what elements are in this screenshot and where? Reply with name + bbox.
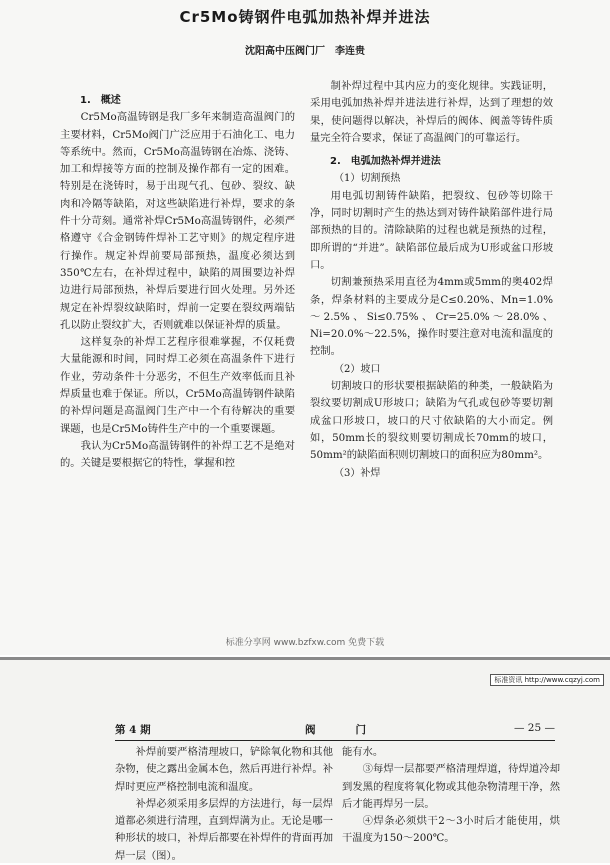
- left-column: [60, 92, 295, 473]
- subsection-heading: （2）坡口: [334, 363, 381, 375]
- page2-right-column: [342, 744, 560, 848]
- paragraph: 补焊必须采用多层焊的方法进行，每一层焊道都必须进行清理，直到焊满为止。无论是哪一种形状的坡口，补焊后都要在补焊件的背面再加焊一层（图）。: [115, 797, 333, 862]
- page-number: — 25 —: [513, 722, 555, 734]
- paragraph: ③每焊一层都要严格清理焊道，待焊道冷却到发黑的程度将氧化物或其他杂物清理干净，然后才能再焊另一层。: [342, 763, 560, 810]
- journal-name: 阀门: [305, 724, 406, 736]
- site-link-badge[interactable]: 标准资讯 http://www.cqzyj.com: [490, 674, 604, 686]
- subsection-heading: （3）补焊: [334, 467, 381, 479]
- paragraph: 能有水。: [342, 746, 384, 758]
- paragraph: Cr5Mo高温铸钢是我厂多年来制造高温阀门的主要材料，Cr5Mo阀门广泛应用于石油化工、电力等系统中。然而，Cr5Mo高温铸钢在冶炼、浇铸、加工和焊接等方面的控制及操作都有一定的困难。特别是在浇铸时，易于出现气孔、包砂、裂纹、缺肉和冷隔等缺陷，对这些缺陷进行补焊，要求的条件十分苛刻。通常补焊Cr5Mo高温铸钢件，必须严格遵守《合金钢铸件焊补工艺守则》的规定程序进行操作。规定补焊前要局部预热，温度必须达到350℃左右，在补焊过程中，缺陷的周围要边补焊边进行局部预热，补焊后要进行回火处理。另外还规定在补焊裂纹缺陷时，焊前一定要在裂纹两端钻孔以防止裂纹扩大，否则就难以保证补焊的质量。: [60, 111, 295, 331]
- paragraph: 补焊前要严格清理坡口，铲除氧化物和其他杂物，使之露出金属本色，然后再进行补焊。补焊时更应严格控制电流和温度。: [115, 746, 333, 793]
- running-header: [115, 720, 555, 741]
- paragraph: 我认为Cr5Mo高温铸钢件的补焊工艺不是绝对的。关键是要根据它的特性，掌握和控: [60, 439, 295, 470]
- issue-number: 第 4 期: [115, 724, 151, 736]
- watermark-footer: 标准分享网 www.bzfxw.com 免费下载: [225, 638, 385, 648]
- page-2: [0, 660, 610, 863]
- section-heading: 1. 概述: [80, 95, 121, 106]
- page2-left-column: [115, 744, 333, 865]
- paragraph: 用电弧切割铸件缺陷，把裂纹、包砂等切除干净，同时切割时产生的热达到对铸件缺陷部件进行局部预热的目的。清除缺陷的过程也就是预热的过程，即所谓的“并进”。缺陷部位最后成为U形或盆口形坡口。: [310, 189, 553, 271]
- author-line: 沈阳高中压阀门厂 李连贵: [245, 46, 365, 57]
- right-column: [310, 78, 553, 482]
- paragraph: 切割兼预热采用直径为4mm或5mm的奥402焊条，焊条材料的主要成分是C≤0.20%、Mn=1.0%～2.5%、Si≤0.75%、Cr=25.0%～28.0%、Ni=20.0%～22.5%，操作时要注意对电流和温度的控制。: [310, 276, 553, 358]
- paragraph: ④焊条必须烘干2～3小时后才能使用，烘干温度为150～200℃。: [342, 815, 560, 845]
- paragraph: 这样复杂的补焊工艺程序很难掌握，不仅耗费大量能源和时间，同时焊工必须在高温条件下进行作业，劳动条件十分恶劣，不但生产效率低而且补焊质量也难于保证。所以，Cr5Mo高温铸钢件缺陷的补焊问题是高温阀门生产中一个有待解决的重要课题，也是Cr5Mo铸件生产中的一个重要课题。: [60, 336, 295, 435]
- section-heading: 2. 电弧加热补焊并进法: [330, 156, 441, 168]
- article-title: Cr5Mo铸钢件电弧加热补焊并进法: [179, 8, 431, 26]
- subsection-heading: （1）切割预热: [334, 173, 401, 185]
- paragraph: 切割坡口的形状要根据缺陷的种类，一般缺陷为裂纹要切割成U形坡口；缺陷为气孔或包砂等要切割成盆口形坡口，坡口的尺寸依缺陷的大小而定。例如，50mm长的裂纹则要切割成长70mm的坡口，50mm²的缺陷面积则切割坡口的面积应为80mm²。: [310, 380, 553, 462]
- paragraph: 制补焊过程中其内应力的变化规律。实践证明，采用电弧加热补焊并进法进行补焊，达到了理想的效果，使问题得以解决，补焊后的阀体、阀盖等铸件质量完全符合要求，保证了高温阀门的可靠运行。: [310, 80, 553, 144]
